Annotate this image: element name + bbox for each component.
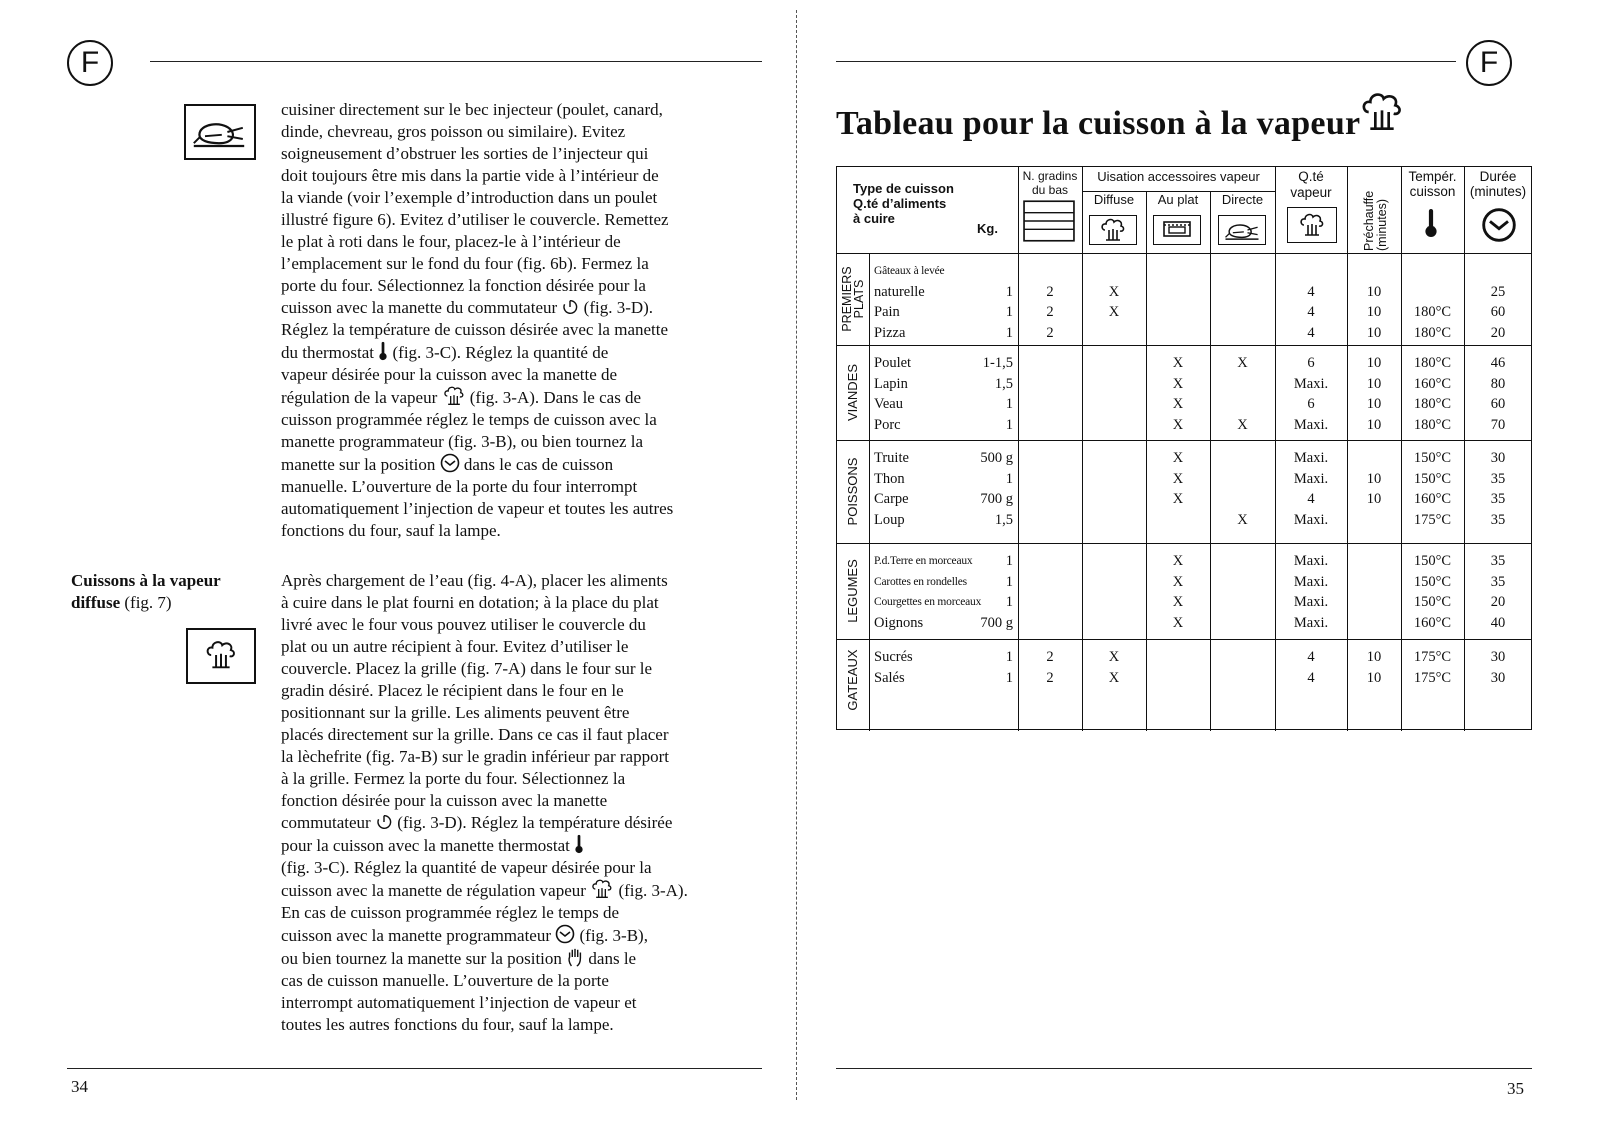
grid-hline (837, 639, 1532, 640)
group-label-line: PLATS (852, 279, 866, 319)
row-quantity: 1 (1005, 324, 1013, 341)
text-line: plat ou un autre récipient à four. Evitez d’utiliser le (281, 637, 629, 656)
text-line-part: (fig. 3-C). Réglez la quantité de (392, 343, 609, 362)
row-food-name: Veau (874, 396, 903, 412)
grid-hline (837, 440, 1532, 441)
header-prechauffe (1363, 171, 1389, 251)
row-duree: 25 (1490, 283, 1506, 300)
header-temper-line: Tempér. (1408, 169, 1457, 184)
row-food-name: Truite (874, 450, 909, 466)
clock-icon (555, 924, 575, 944)
text-line-part: cuisson avec la manette programmateur (281, 926, 551, 945)
row-temperature: 160°C (1413, 375, 1452, 392)
row-qte-vapeur: Maxi. (1293, 511, 1329, 528)
row-qte-vapeur: 4 (1307, 669, 1315, 686)
row-prechauffe: 10 (1366, 283, 1382, 300)
header-gradins (1018, 169, 1082, 197)
row-duree: 46 (1490, 355, 1506, 371)
steam-diffuse-icon (186, 628, 256, 684)
switch-icon (375, 813, 393, 831)
text-line: toutes les autres fonctions du four, sauf la lampe. (281, 1015, 614, 1034)
row-quantity: 1 (1005, 594, 1013, 610)
group-label: VIANDES (845, 363, 860, 422)
chicken-injector-icon (1218, 215, 1266, 245)
text-line: cuisiner directement sur le bec injecteur (poulet, canard, (281, 100, 663, 119)
clock-icon (440, 453, 460, 473)
text-line (281, 947, 688, 970)
row-duree: 20 (1490, 324, 1506, 341)
row-directe: X (1237, 511, 1248, 528)
row-quantity: 1-1,5 (982, 355, 1013, 371)
row-food-name: Courgettes en morceaux (874, 596, 982, 608)
header-type-line: à cuire (853, 211, 895, 226)
row-qte-vapeur: Maxi. (1293, 594, 1329, 610)
text-line-part: régulation de la vapeur (281, 388, 438, 407)
text-line: dinde, chevreau, gros poisson ou similaire). Evitez (281, 122, 626, 141)
header-rule-left (150, 61, 762, 62)
switch-icon (561, 298, 579, 316)
row-temperature: 180°C (1413, 355, 1452, 371)
grid-hline (837, 543, 1532, 544)
row-qte-vapeur: 4 (1307, 649, 1315, 665)
row-au-plat: X (1172, 355, 1184, 371)
row-gradin: 2 (1046, 669, 1054, 686)
header-pre-line: Préchauffe (1362, 190, 1376, 251)
text-line-part: (fig. 3-A). Dans le cas de (469, 388, 642, 407)
text-line (281, 834, 688, 857)
grid-hline (837, 253, 1532, 254)
row-qte-vapeur: 4 (1307, 324, 1315, 341)
text-line: fonction désirée pour la cuisson avec la manette (281, 791, 608, 810)
text-line: le plat à roti dans le four, placez-le à l’intérieur de (281, 232, 621, 251)
thermometer-icon (574, 834, 584, 854)
header-type-line: Type de cuisson (853, 181, 954, 196)
row-qte-vapeur: Maxi. (1293, 573, 1329, 590)
header-temper (1401, 169, 1464, 199)
row-temperature: 160°C (1413, 614, 1452, 631)
row-prechauffe: 10 (1366, 324, 1382, 341)
text-line: manette programmateur (fig. 3-B), ou bien tournez la (281, 432, 644, 451)
row-temperature: 150°C (1413, 450, 1452, 466)
row-qte-vapeur: 4 (1307, 283, 1315, 300)
header-duree-line: (minutes) (1469, 184, 1527, 199)
row-au-plat: X (1172, 416, 1184, 433)
section-title-ref: (fig. 7) (120, 593, 172, 612)
group-label: POISSONS (845, 457, 860, 526)
table-title-text: Tableau pour la cuisson à la vapeur (836, 105, 1361, 142)
row-gradin: 2 (1046, 324, 1054, 341)
text-line: Après chargement de l’eau (fig. 4-A), placer les aliments (281, 571, 668, 590)
row-temperature: 175°C (1413, 649, 1452, 665)
text-line (281, 386, 673, 409)
steam-diffuse-icon (1089, 215, 1137, 245)
row-qte-vapeur: Maxi. (1293, 450, 1329, 466)
row-food-name: Oignons (874, 614, 924, 631)
row-duree: 35 (1490, 573, 1506, 590)
row-duree: 35 (1490, 511, 1506, 528)
row-qte-vapeur: Maxi. (1293, 416, 1329, 433)
text-line: à la grille. Fermez la porte du four. Sélectionnez la (281, 769, 626, 788)
row-prechauffe: 10 (1366, 491, 1382, 507)
grid-vline (869, 253, 870, 731)
footer-rule-right (836, 1068, 1532, 1069)
steam-icon (590, 879, 614, 899)
header-accessoires: Uisation accessoires vapeur (1097, 169, 1260, 184)
row-temperature: 150°C (1413, 553, 1452, 569)
grid-hline (837, 345, 1532, 346)
text-line: manuelle. L’ouverture de la porte du four interrompt (281, 477, 638, 496)
text-line-part: du thermostat (281, 343, 375, 362)
row-food-name: Loup (874, 511, 905, 528)
header-qte-line: vapeur (1290, 185, 1332, 200)
header-type-line: Q.té d’aliments (853, 196, 947, 211)
shelf-icon (1023, 199, 1075, 243)
text-line (281, 297, 673, 319)
text-line: à cuire dans le plat fourni en dotation; à la place du plat (281, 593, 659, 612)
header-diffuse: Diffuse (1093, 192, 1135, 207)
header-gradins-line: N. gradins (1022, 169, 1078, 183)
row-quantity: 1 (1005, 649, 1013, 665)
row-temperature: 150°C (1413, 594, 1452, 610)
row-diffuse: X (1108, 669, 1120, 686)
row-food-name: Pizza (874, 324, 906, 341)
row-diffuse: X (1108, 304, 1120, 320)
text-line-part: commutateur (281, 813, 371, 832)
header-duree-line: Durée (1479, 169, 1517, 184)
row-food-name: naturelle (874, 283, 925, 300)
row-qte-vapeur: 6 (1307, 355, 1315, 371)
grid-hline (1082, 191, 1275, 192)
row-duree: 60 (1490, 304, 1506, 320)
row-duree: 30 (1490, 649, 1506, 665)
row-temperature: 160°C (1413, 491, 1452, 507)
page-spine (796, 10, 798, 1100)
row-quantity: 1,5 (994, 511, 1013, 528)
row-gradin: 2 (1046, 649, 1054, 665)
row-duree: 40 (1490, 614, 1506, 631)
row-quantity: 1 (1005, 470, 1013, 487)
text-line-part: dans le cas de cuisson (463, 455, 614, 474)
row-au-plat: X (1172, 553, 1184, 569)
text-line: En cas de cuisson programmée réglez le temps de (281, 903, 619, 922)
thermometer-icon (378, 341, 388, 361)
row-food-name: Lapin (874, 375, 908, 392)
row-prechauffe: 10 (1366, 396, 1382, 412)
row-temperature: 150°C (1413, 470, 1452, 487)
row-food-name: Carpe (874, 491, 909, 507)
row-quantity: 1 (1005, 416, 1013, 433)
text-line: fonctions du four, sauf la lampe. (281, 521, 501, 540)
text-line (281, 812, 688, 834)
text-line-part: cuisson avec la manette du commutateur (281, 298, 558, 317)
text-line: positionnant sur la grille. Les aliments peuvent être (281, 703, 630, 722)
row-temperature: 180°C (1413, 324, 1452, 341)
row-food-name: Poulet (874, 355, 912, 371)
text-line: porte du four. Sélectionnez la fonction désirée pour la (281, 276, 646, 295)
row-food-name: Pain (874, 304, 900, 320)
row-food-name: Gâteaux à levée (874, 265, 945, 277)
row-temperature: 175°C (1413, 669, 1452, 686)
row-qte-vapeur: Maxi. (1293, 553, 1329, 569)
text-line-part: pour la cuisson avec la manette thermostat (281, 836, 570, 855)
row-food-name: P.d.Terre en morceaux (874, 555, 973, 567)
header-directe: Directe (1221, 192, 1264, 207)
thermometer-icon (1424, 203, 1438, 243)
row-food-name: Thon (874, 470, 905, 487)
text-line (281, 341, 673, 364)
hand-icon (566, 947, 584, 967)
paragraph-diffuse (281, 570, 688, 1036)
header-rule-right (836, 61, 1456, 62)
text-line-part: cuisson avec la manette de régulation vapeur (281, 881, 586, 900)
header-type (853, 181, 1013, 226)
steam-icon (1287, 207, 1337, 243)
row-gradin: 2 (1046, 283, 1054, 300)
steam-icon (1360, 92, 1404, 132)
row-diffuse: X (1108, 649, 1120, 665)
chicken-injector-icon (184, 104, 256, 160)
text-line: livré avec le four vous pouvez utiliser le couvercle du (281, 615, 646, 634)
row-au-plat: X (1172, 614, 1184, 631)
header-au-plat: Au plat (1157, 192, 1199, 207)
row-au-plat: X (1172, 450, 1184, 466)
text-line-part: manette sur la position (281, 455, 436, 474)
row-qte-vapeur: Maxi. (1293, 614, 1329, 631)
paragraph-injector (281, 99, 673, 542)
text-line: gradin désiré. Placez le récipient dans le four en le (281, 681, 624, 700)
row-temperature: 180°C (1413, 304, 1452, 320)
row-au-plat: X (1172, 594, 1184, 610)
row-prechauffe: 10 (1366, 470, 1382, 487)
text-line (281, 924, 688, 947)
header-pre-line: (minutes) (1375, 198, 1389, 251)
text-line: soigneusement d’obstruer les sorties de l’injecteur qui (281, 144, 649, 163)
text-line-part: (fig. 3-D). Réglez la température désirée (397, 813, 673, 832)
header-duree (1464, 169, 1532, 199)
text-line: automatiquement l’injection de vapeur et toutes les autres (281, 499, 674, 518)
group-label-line: PREMIERS (840, 266, 854, 332)
steam-cooking-table (836, 166, 1532, 730)
row-au-plat: X (1172, 396, 1184, 412)
row-qte-vapeur: 4 (1307, 491, 1315, 507)
row-food-name: Porc (874, 416, 901, 433)
steam-icon (442, 386, 466, 406)
text-line: cuisson programmée réglez le temps de cuisson avec la (281, 410, 657, 429)
table-title (836, 92, 1404, 143)
row-quantity: 700 g (980, 491, 1013, 507)
section-title-bold: Cuissons à la vapeur (71, 571, 221, 590)
text-line-part: ou bien tournez la manette sur la position (281, 949, 562, 968)
row-temperature: 180°C (1413, 416, 1452, 433)
clock-icon (1481, 207, 1517, 243)
page-number-right: 35 (1507, 1079, 1524, 1098)
row-food-name: Carottes en rondelles (874, 575, 967, 588)
text-line: couvercle. Placez la grille (fig. 7-A) dans le four sur le (281, 659, 653, 678)
row-diffuse: X (1108, 283, 1120, 300)
row-duree: 20 (1490, 594, 1506, 610)
text-line (281, 879, 688, 902)
row-duree: 70 (1490, 416, 1506, 433)
row-food-name: Salés (874, 669, 905, 686)
row-gradin: 2 (1046, 304, 1054, 320)
tray-icon (1153, 215, 1201, 245)
page-number-left: 34 (71, 1077, 88, 1096)
row-directe: X (1237, 416, 1248, 433)
row-quantity: 1,5 (994, 375, 1013, 392)
row-prechauffe: 10 (1366, 416, 1382, 433)
text-line-part: dans le (588, 949, 637, 968)
footer-rule-left (67, 1068, 762, 1069)
row-duree: 35 (1490, 553, 1506, 569)
row-temperature: 150°C (1413, 573, 1452, 590)
row-prechauffe: 10 (1366, 375, 1382, 392)
text-line (281, 453, 673, 476)
row-au-plat: X (1172, 491, 1184, 507)
row-au-plat: X (1172, 375, 1184, 392)
row-au-plat: X (1172, 573, 1184, 590)
section-title-diffuse (71, 570, 221, 614)
text-line: vapeur désirée pour la cuisson avec la manette de (281, 365, 618, 384)
row-quantity: 500 g (980, 450, 1013, 466)
row-temperature: 180°C (1413, 396, 1452, 412)
row-prechauffe: 10 (1366, 649, 1382, 665)
row-duree: 80 (1490, 375, 1506, 392)
row-duree: 60 (1490, 396, 1506, 412)
row-qte-vapeur: Maxi. (1293, 470, 1329, 487)
text-line: doit toujours être mis dans la partie vide à l’intérieur de (281, 166, 659, 185)
row-duree: 30 (1490, 669, 1506, 686)
group-label: GATEAUX (845, 649, 860, 711)
row-prechauffe: 10 (1366, 304, 1382, 320)
page-lang-badge-left: F (67, 40, 113, 86)
row-quantity: 1 (1005, 304, 1013, 320)
row-quantity: 1 (1005, 573, 1013, 590)
row-duree: 30 (1490, 450, 1506, 466)
text-line: interrompt automatiquement l’injection de vapeur et (281, 993, 637, 1012)
row-food-name: Sucrés (874, 649, 913, 665)
text-line: l’emplacement sur le fond du four (fig. 6b). Fermez la (281, 254, 649, 273)
row-au-plat: X (1172, 470, 1184, 487)
row-quantity: 1 (1005, 669, 1013, 686)
text-line: Réglez la température de cuisson désirée avec la manette (281, 320, 669, 339)
text-line-part: (fig. 3-A). (618, 881, 688, 900)
header-qte-vapeur (1275, 169, 1347, 201)
header-gradins-line: du bas (1031, 183, 1069, 197)
row-quantity: 1 (1005, 283, 1013, 300)
text-line: cas de cuisson manuelle. L’ouverture de la porte (281, 971, 609, 990)
text-line-part: (fig. 3-B), (579, 926, 648, 945)
grid-vline (1210, 191, 1211, 731)
row-duree: 35 (1490, 470, 1506, 487)
row-quantity: 1 (1005, 396, 1013, 412)
row-quantity: 1 (1005, 553, 1013, 569)
row-quantity: 700 g (980, 614, 1013, 631)
row-qte-vapeur: 6 (1307, 396, 1315, 412)
row-qte-vapeur: 4 (1307, 304, 1315, 320)
row-temperature: 175°C (1413, 511, 1452, 528)
header-kg: Kg. (977, 221, 998, 236)
text-line: illustré figure 6). Evitez d’utiliser le couvercle. Remettez (281, 210, 669, 229)
row-directe: X (1237, 355, 1248, 371)
group-label: LEGUMES (845, 559, 860, 623)
text-line: (fig. 3-C). Réglez la quantité de vapeur désirée pour la (281, 858, 652, 877)
row-duree: 35 (1490, 491, 1506, 507)
group-label (841, 253, 865, 345)
section-title-bold2: diffuse (71, 593, 121, 612)
row-qte-vapeur: Maxi. (1293, 375, 1329, 392)
header-temper-line: cuisson (1409, 184, 1456, 199)
row-prechauffe: 10 (1366, 669, 1382, 686)
header-qte-line: Q.té (1298, 169, 1324, 184)
text-line: la lèchefrite (fig. 7a-B) sur le gradin inférieur par rapport (281, 747, 669, 766)
text-line: la viande (voir l’exemple d’introduction dans un poulet (281, 188, 658, 207)
page-lang-badge-right: F (1466, 40, 1512, 86)
text-line: placés directement sur la grille. Dans ce cas il faut placer (281, 725, 669, 744)
text-line-part: (fig. 3-D). (583, 298, 654, 317)
row-prechauffe: 10 (1366, 355, 1382, 371)
